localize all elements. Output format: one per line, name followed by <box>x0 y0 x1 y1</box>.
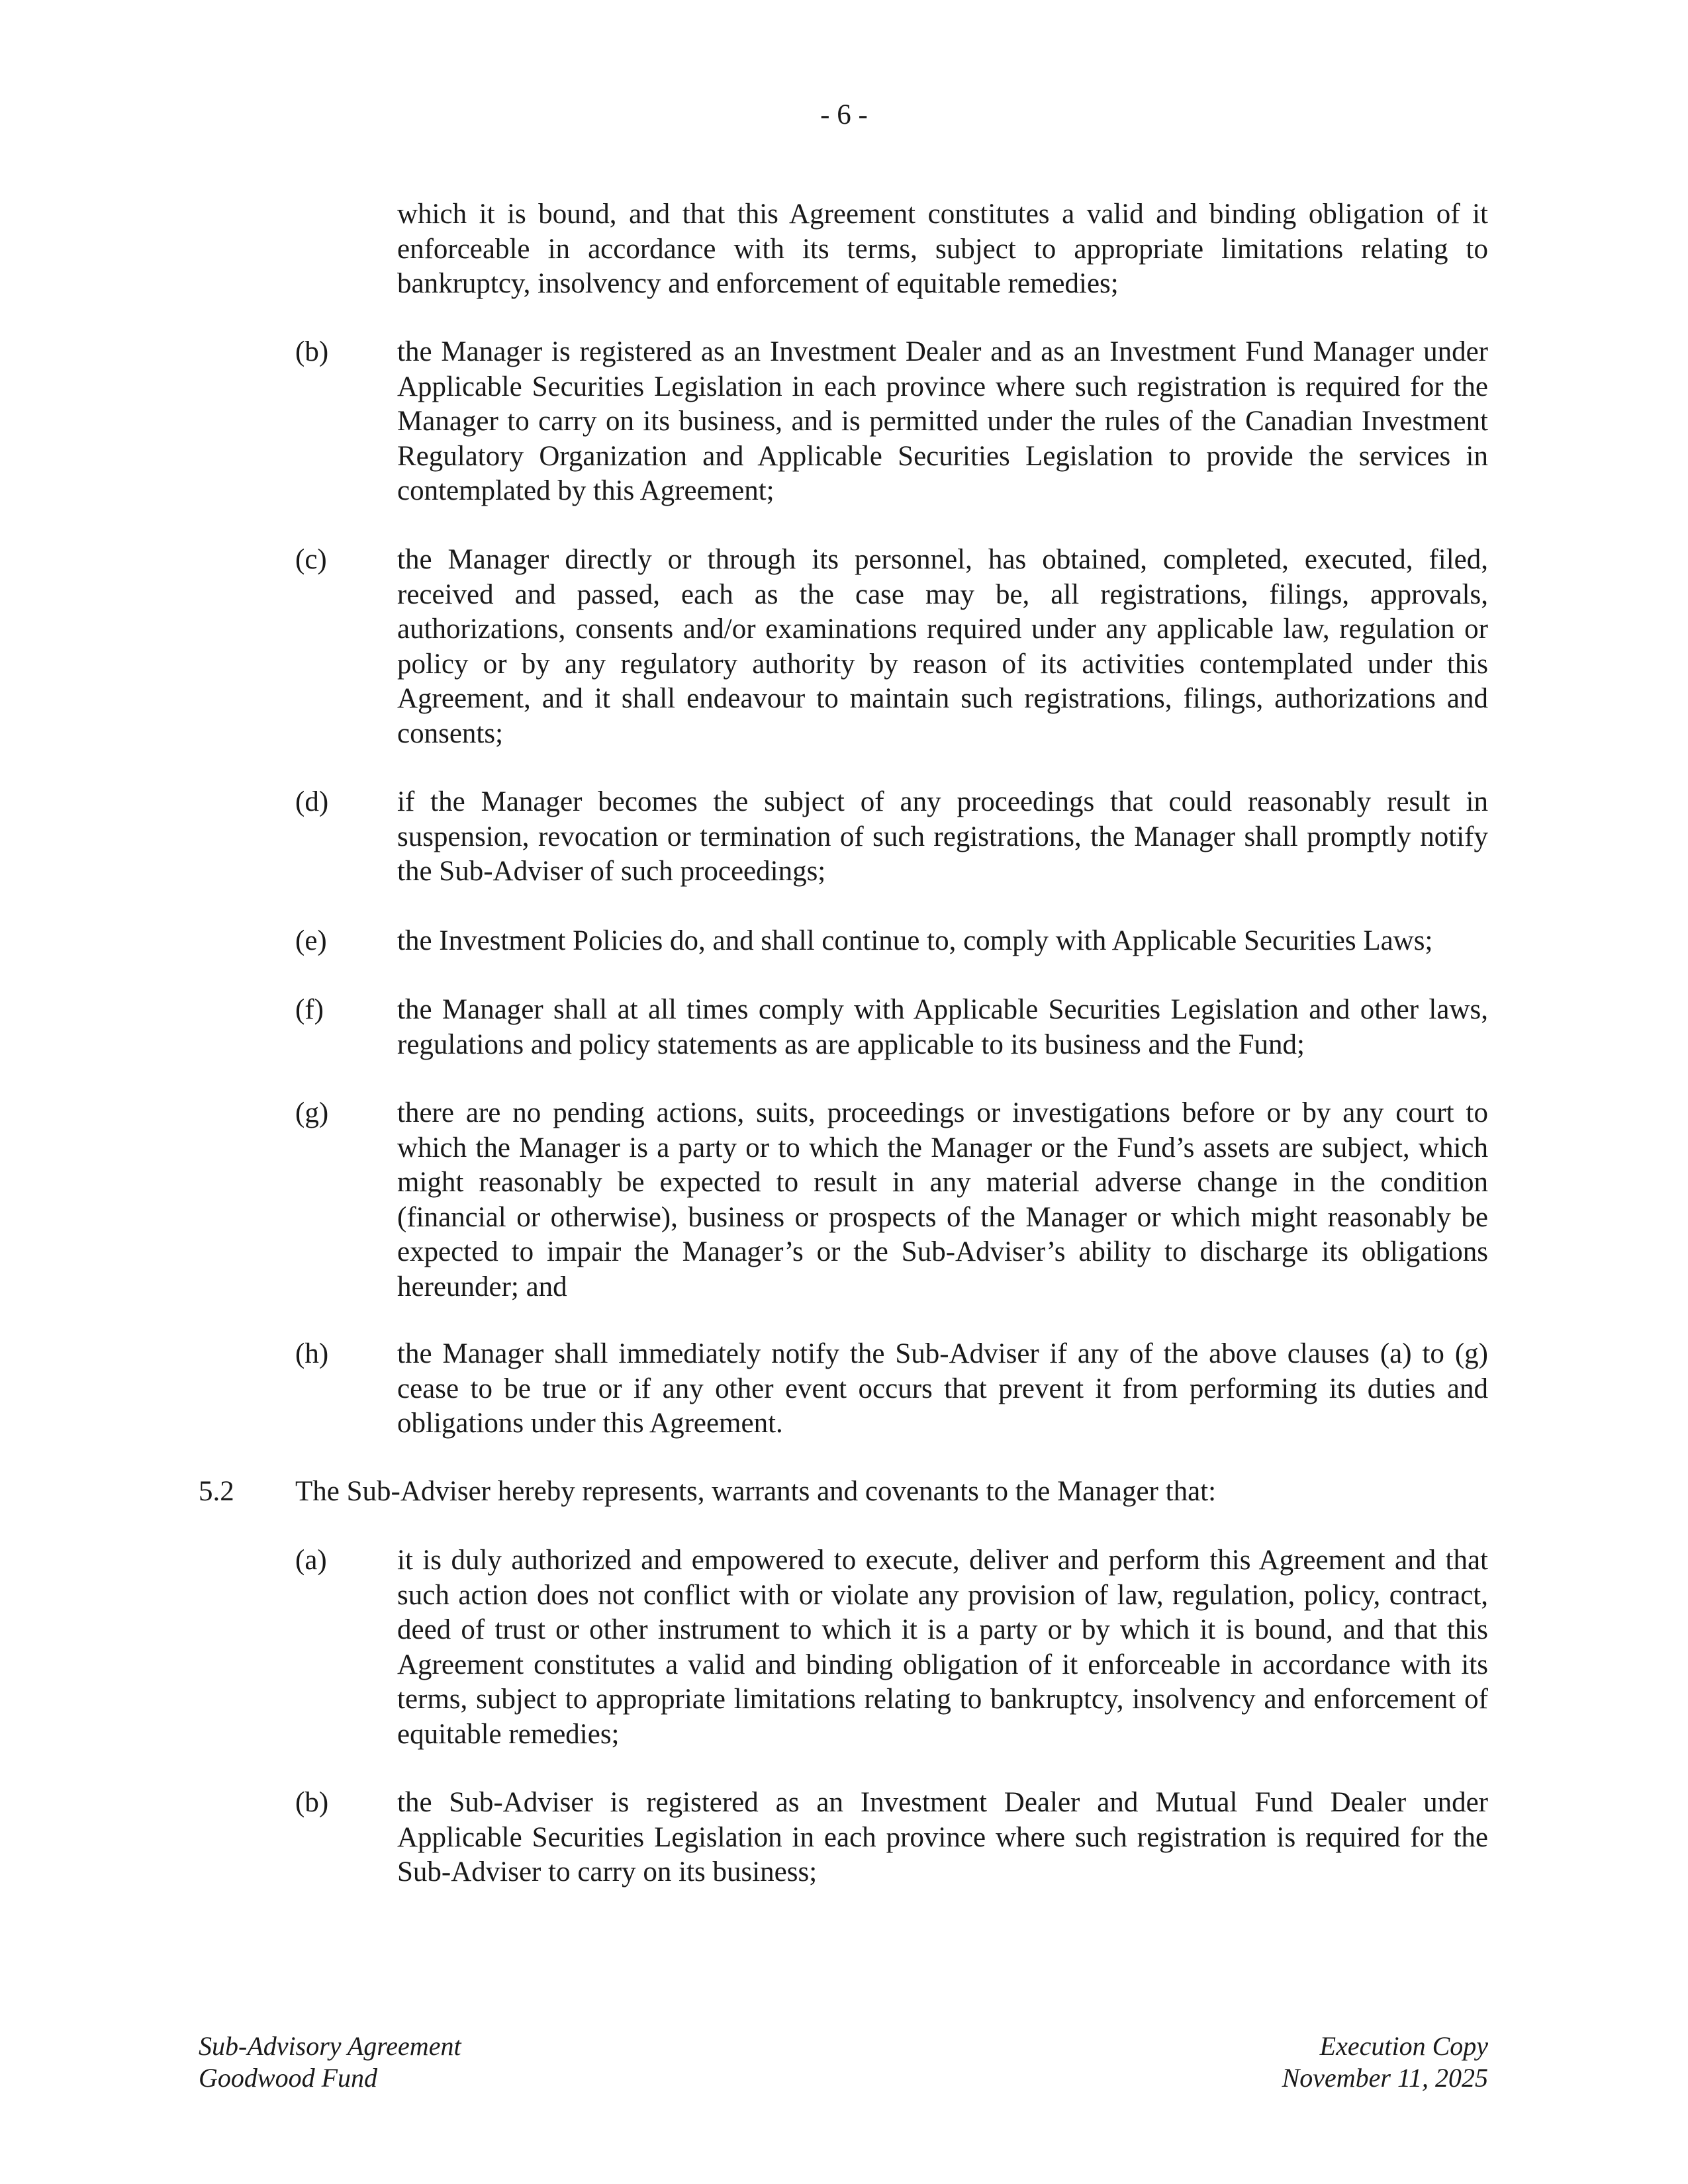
item-label-c: (c) <box>295 544 327 575</box>
item-text-d: if the Manager becomes the subject of any proceedings that could reasonably result in suspension, revocation or termination of such registrations, the Manager shall promptly notify the Sub-Adviser of such proceedings; <box>397 786 1488 887</box>
footer-left <box>199 2030 461 2094</box>
item-label-d: (d) <box>295 786 329 817</box>
item-text-b: the Manager is registered as an Investment Dealer and as an Investment Fund Manager under Applicable Securities Legislation in each province where such registration is required for the Manager to carry on its business, and is permitted under the rules of the Canadian Investment Regulatory Organization and Applicable Securities Legislation to provide the services in contemplated by this Agreement; <box>397 336 1488 506</box>
item-label-e: (e) <box>295 925 327 956</box>
footer-agreement-title: Sub-Advisory Agreement <box>199 2031 461 2061</box>
continuation-paragraph: which it is bound, and that this Agreement constitutes a valid and binding obligation of it enforceable in accordance with its terms, subject to appropriate limitations relating to bankruptcy, insolvency and enforcement of equitable remedies; <box>397 199 1488 299</box>
item-label-g: (g) <box>295 1097 329 1128</box>
footer-right <box>1059 2030 1488 2094</box>
page-number: - 6 - <box>820 99 868 130</box>
item-text-f: the Manager shall at all times comply with Applicable Securities Legislation and other laws, regulations and policy statements as are applicable to its business and the Fund; <box>397 994 1488 1060</box>
footer-fund-name: Goodwood Fund <box>199 2063 377 2093</box>
item-label-5-2-a: (a) <box>295 1545 327 1576</box>
item-text-5-2-b: the Sub-Adviser is registered as an Investment Dealer and Mutual Fund Dealer under Applicable Securities Legislation in each province where such registration is required for the Sub-Adviser to carry on its business; <box>397 1787 1488 1888</box>
item-text-c: the Manager directly or through its personnel, has obtained, completed, executed, filed, received and passed, each as the case may be, all registrations, filings, approvals, authorizations, consents and/or examinations required under any applicable law, regulation or policy or by any regulatory authority by reason of its activities contemplated under this Agreement, and it shall endeavour to maintain such registrations, filings, authorizations and consents; <box>397 544 1488 749</box>
item-text-g: there are no pending actions, suits, proceedings or investigations before or by any court to which the Manager is a party or to which the Manager or the Fund’s assets are subject, which might reasonably be expected to result in any material adverse change in the condition (financial or otherwise), business or prospects of the Manager or which might reasonably be expected to impair the Manager’s or the Sub-Adviser’s ability to discharge its obligations hereunder; and <box>397 1097 1488 1302</box>
item-label-b: (b) <box>295 336 329 367</box>
item-label-f: (f) <box>295 994 324 1025</box>
section-heading-5-2: The Sub-Adviser hereby represents, warrants and covenants to the Manager that: <box>295 1476 1217 1507</box>
section-number-5-2: 5.2 <box>199 1476 234 1507</box>
footer-copy-type: Execution Copy <box>1319 2031 1488 2061</box>
item-text-5-2-a: it is duly authorized and empowered to execute, deliver and perform this Agreement and that such action does not conflict with or violate any provision of law, regulation, policy, contract, deed of trust or other instrument to which it is a party or by which it is bound, and that this Agreement constitutes a valid and binding obligation of it enforceable in accordance with its terms, subject to appropriate limitations relating to bankruptcy, insolvency and enforcement of equitable remedies; <box>397 1545 1488 1750</box>
item-label-h: (h) <box>295 1338 329 1369</box>
item-label-5-2-b: (b) <box>295 1787 329 1818</box>
item-text-e: the Investment Policies do, and shall continue to, comply with Applicable Securities Laws; <box>397 925 1433 956</box>
item-text-h: the Manager shall immediately notify the Sub-Adviser if any of the above clauses (a) to (g) cease to be true or if any other event occurs that prevent it from performing its duties and obligations under this Agreement. <box>397 1338 1488 1439</box>
footer-date: November 11, 2025 <box>1282 2063 1488 2093</box>
